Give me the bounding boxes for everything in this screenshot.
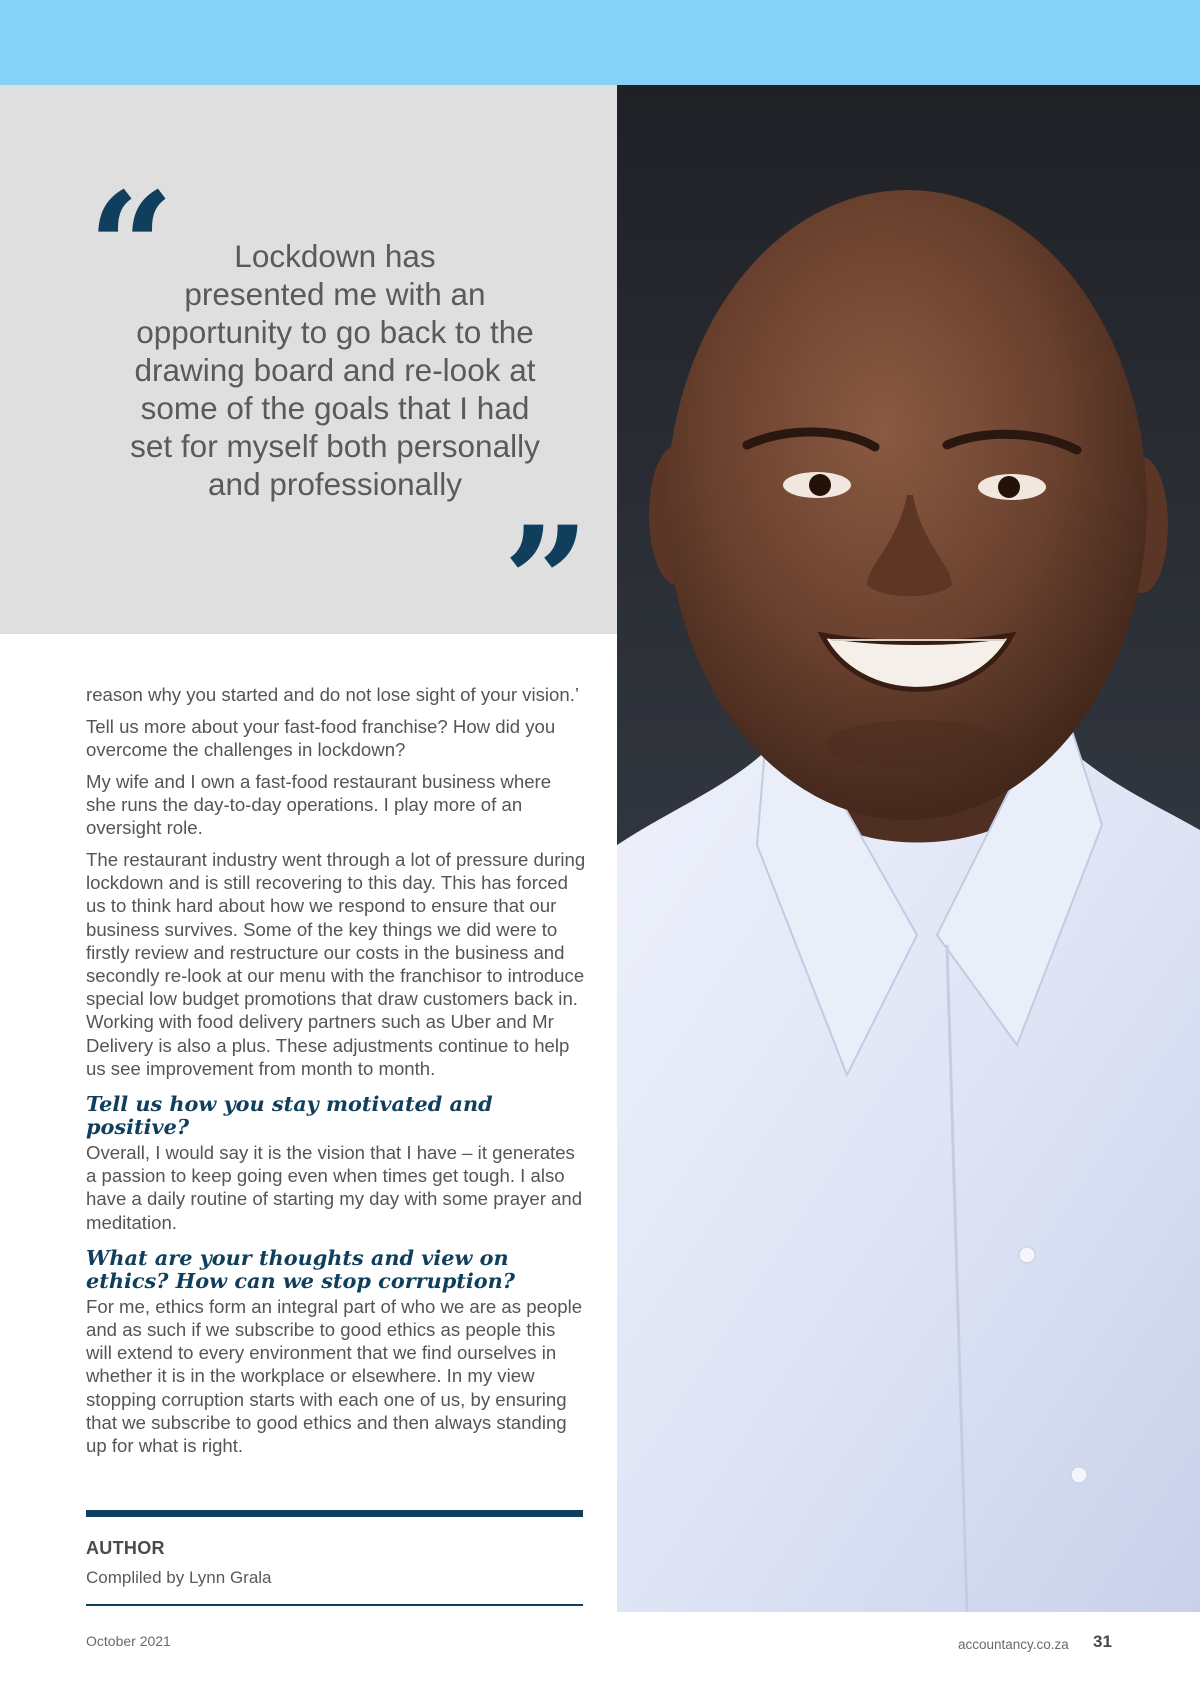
portrait-photo — [617, 85, 1200, 1612]
footer-date: October 2021 — [86, 1633, 171, 1649]
author-divider-top — [86, 1510, 583, 1517]
open-quote-icon: “ — [88, 160, 175, 336]
author-divider-bottom — [86, 1604, 583, 1606]
top-color-band — [0, 0, 1200, 85]
section-heading-motivation: Tell us how you stay motivated and positive? — [86, 1091, 493, 1140]
article-paragraph: My wife and I own a fast-food restaurant business where she runs the day-to-day operations. I play more of an oversight role. — [86, 770, 552, 839]
section-heading-ethics: What are your thoughts and view on ethics? How can we stop corruption? — [86, 1244, 515, 1293]
author-label: AUTHOR — [86, 1538, 165, 1558]
article-paragraph: Overall, I would say it is the vision that I have – it generates a passion to keep going even when times get tough. I also have a daily routine of starting my day with some prayer and meditation. — [86, 1142, 583, 1233]
pull-quote-line: presented me with an — [184, 276, 486, 312]
close-quote-icon: ” — [503, 494, 590, 670]
article-paragraph: For me, ethics form an integral part of who we are as people and as such if we subscribe to good ethics as people this will extend to every environment that we find ourselves in whether it is in the workplace or elsewhere. In my view stopping corruption starts with each one of us, by ensuring that we subscribe to good ethics and then always standing up for what is right. — [86, 1295, 583, 1457]
author-name: Compliled by Lynn Grala — [86, 1568, 272, 1587]
article-paragraph: reason why you started and do not lose sight of your vision.’ — [86, 684, 580, 705]
page-number: 31 — [1093, 1632, 1112, 1651]
article-paragraph: The restaurant industry went through a lot of pressure during lockdown and is still recovering to this day. This has forced us to think hard about how we respond to ensure that our business survives. Some of the key things we did were to firstly review and restructure our costs in the business and secondly re-look at our menu with the franchisor to introduce special low budget promotions that draw customers back in. Working with food delivery partners such as Uber and Mr Delivery is also a plus. These adjustments continue to help us see improvement from month to month. — [86, 849, 586, 1079]
pull-quote-box — [0, 85, 617, 670]
pull-quote-text — [95, 237, 575, 503]
article-body — [86, 683, 586, 1466]
pull-quote-line: drawing board and re-look at — [134, 352, 536, 388]
footer-site: accountancy.co.za — [958, 1637, 1069, 1652]
pull-quote-line: Lockdown has — [234, 238, 436, 274]
pull-quote-line: set for myself both personally — [130, 428, 540, 464]
pull-quote-line: opportunity to go back to the — [136, 314, 534, 350]
pull-quote-line: and professionally — [208, 466, 462, 502]
pull-quote-line: some of the goals that I had — [140, 390, 530, 426]
article-question: Tell us more about your fast-food franchise? How did you overcome the challenges in lockdown? — [86, 715, 556, 760]
